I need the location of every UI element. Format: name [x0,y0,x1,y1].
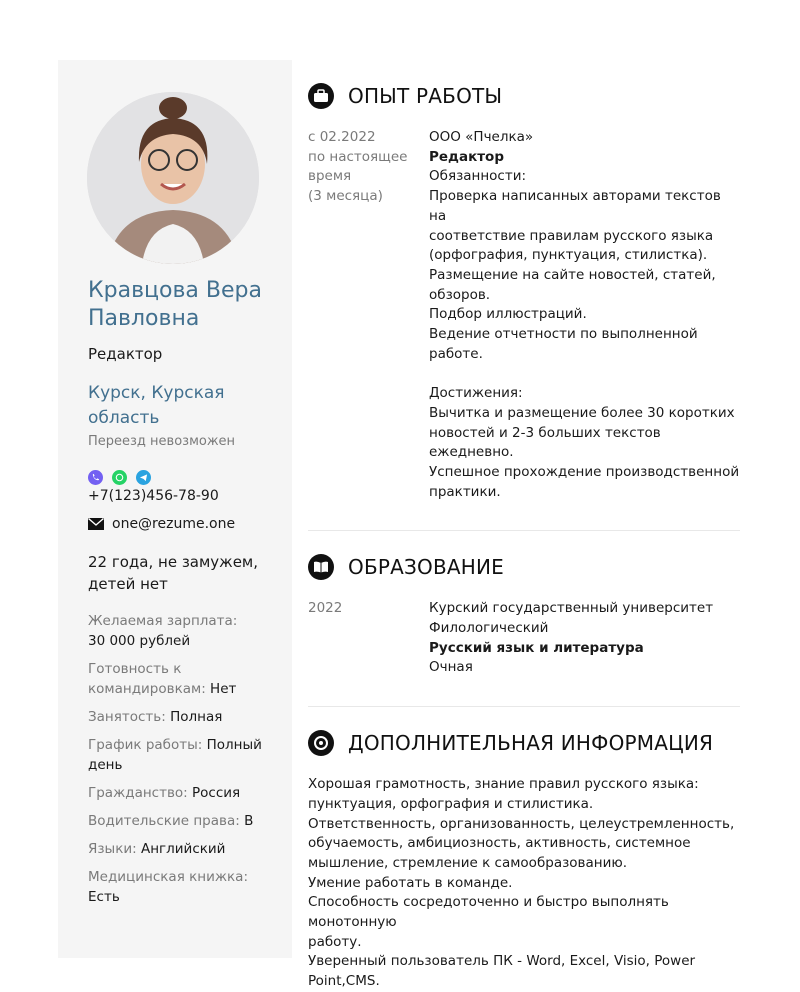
name-line-2: Павловна [88,306,200,331]
university-name: Курский государственный университет [429,600,714,617]
salary-value: 30 000 рублей [88,633,191,649]
city-line-2: область [88,408,160,428]
trips-label-2: командировкам: [88,681,206,697]
trips-value: Нет [210,681,237,697]
fact-business-trips [88,659,262,699]
personal-line-2: детей нет [88,575,168,593]
salary-label: Желаемая зарплата: [88,613,238,629]
position-title: Редактор [88,345,163,363]
medical-value: Есть [88,889,120,905]
fact-citizenship [88,783,262,803]
viber-icon[interactable] [88,470,103,485]
languages-label: Языки: [88,841,137,857]
achievement-line: Достижения: [429,385,523,402]
faculty-name: Филологический [429,620,549,637]
achievement-line: Успешное прохождение производственной [429,463,740,480]
additional-title: ДОПОЛНИТЕЛЬНАЯ ИНФОРМАЦИЯ [348,731,714,756]
company-name: ООО «Пчелка» [429,129,534,145]
education-header [308,549,740,585]
full-name [88,277,262,333]
period-line: с 02.2022 [308,129,376,145]
duty-line: Размещение на сайте новостей, статей, [429,266,716,283]
schedule-label: График работы: [88,737,203,753]
section-divider [308,530,740,531]
employment-label: Занятость: [88,709,166,725]
email-address[interactable]: one@rezume.one [112,516,236,532]
additional-header [308,725,740,761]
relocation-status: Переезд невозможен [88,434,236,449]
additional-line: Хорошая грамотность, знание правил русского языка: [308,776,699,793]
whatsapp-icon[interactable] [112,470,127,485]
duty-line: соответствие правилам русского языка [429,227,714,244]
fact-schedule [88,735,262,775]
additional-line: работу. [308,933,362,950]
additional-line: Point,CMS. [308,973,380,990]
profile-photo [87,92,259,264]
period-line: по настоящее [308,148,408,165]
duty-line: Обязанности: [429,168,527,185]
achievement-line: новостей и 2-3 больших текстов ежедневно. [429,424,661,461]
sidebar [58,60,292,958]
period-line: время [308,168,352,185]
section-divider [308,706,740,707]
achievement-line: Вычитка и размещение более 30 коротких [429,404,735,421]
fact-salary [88,611,262,651]
languages-value: Английский [141,841,226,857]
license-value: B [244,813,254,829]
fact-employment [88,707,262,727]
email-row [88,516,262,532]
job-role: Редактор [429,148,504,165]
license-label: Водительские права: [88,813,240,829]
phone-number[interactable]: +7(123)456-78-90 [88,488,219,504]
education-details [429,599,740,678]
schedule-value-1: Полный [206,737,262,753]
period-line: (3 месяца) [308,188,383,205]
city [88,381,262,431]
personal-line-1: 22 года, не замужем, [88,553,259,571]
fact-medical-book [88,867,262,907]
duty-line: Ведение отчетности по выполненной работе. [429,326,698,362]
duty-line: Подбор иллюстраций. [429,306,587,323]
personal-info [88,551,262,595]
duty-line: обзоров. [429,286,491,303]
envelope-icon [88,518,104,530]
experience-period [308,128,429,502]
main-content [308,78,740,992]
briefcase-icon [308,83,334,109]
additional-line: Умение работать в команде. [308,874,513,891]
info-icon [308,730,334,756]
trips-label-1: Готовность к [88,661,182,677]
achievement-line: практики. [429,483,501,500]
citizenship-label: Гражданство: [88,785,188,801]
schedule-value-2: день [88,757,123,773]
experience-details [429,128,740,502]
additional-line: мышление, стремление к самообразованию. [308,854,628,871]
experience-title: ОПЫТ РАБОТЫ [348,84,503,108]
additional-text [308,775,740,992]
medical-label: Медицинская книжка: [88,869,249,885]
additional-line: Способность сосредоточенно и быстро выполнять монотонную [308,894,669,931]
telegram-icon[interactable] [136,470,151,485]
book-icon [308,554,334,580]
employment-value: Полная [170,709,223,725]
specialty-name: Русский язык и литература [429,639,644,656]
messenger-icons [88,470,262,488]
duty-line: (орфография, пунктуация, стилистка). [429,247,708,264]
education-entry [308,599,740,678]
education-year: 2022 [308,600,343,617]
facts-list [88,611,262,907]
additional-line: Уверенный пользователь ПК - Word, Excel, Visio, Power [308,953,696,970]
duty-line: Проверка написанных авторами текстов на [429,188,721,224]
fact-languages [88,839,262,859]
study-form: Очная [429,659,473,676]
additional-line: Ответственность, организованность, целеустремленность, [308,815,735,832]
fact-driver-license [88,811,262,831]
additional-line: пунктуация, орфография и стилистика. [308,795,594,812]
name-line-1: Кравцова Вера [88,278,262,303]
additional-line: обучаемость, амбициозность, активность, системное [308,835,691,852]
city-line-1: Курск, Курская [88,383,225,403]
experience-header [308,78,740,114]
education-title: ОБРАЗОВАНИЕ [348,555,505,580]
experience-entry [308,128,740,502]
citizenship-value: Россия [192,785,241,801]
